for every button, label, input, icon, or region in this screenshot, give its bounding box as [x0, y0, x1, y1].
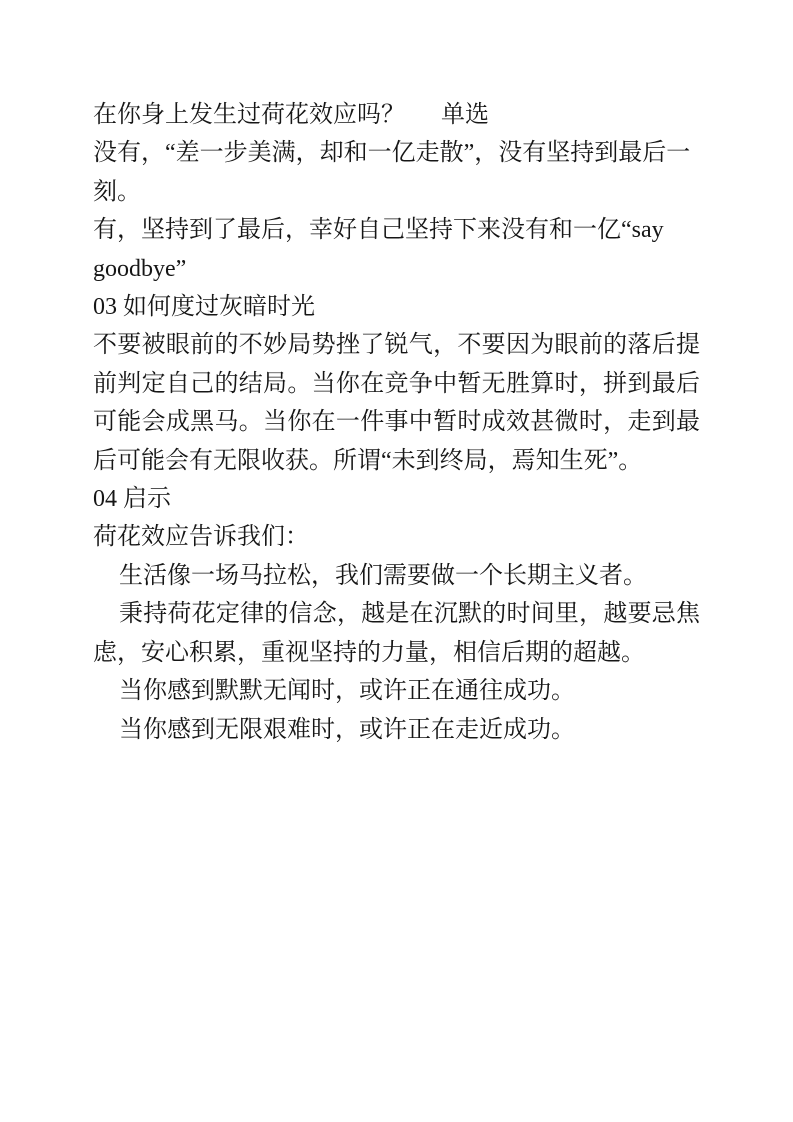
section-04-paragraph-hardship: 当你感到无限艰难时，或许正在走近成功。	[119, 716, 575, 743]
survey-option-no: 没有，“差一步美满，却和一亿走散”，没有坚持到最后一刻。	[93, 140, 691, 205]
section-03-body: 不要被眼前的不妙局势挫了锐气，不要因为眼前的落后提前判定自己的结局。当你在竞争中暂无胜算时，拼到最后可能会成黑马。当你在一件事中暂时成效甚微时，走到最后可能会有无限收获。所谓“未到终局，焉知生死”。	[93, 332, 700, 474]
survey-option-yes: 有，坚持到了最后，幸好自己坚持下来没有和一亿“say goodbye”	[93, 217, 664, 282]
survey-question-type: 单选	[441, 102, 489, 128]
survey-question-line	[93, 96, 700, 134]
section-04-subheading: 荷花效应告诉我们：	[93, 524, 309, 551]
section-04-paragraph-unknown: 当你感到默默无闻时，或许正在通往成功。	[119, 678, 575, 705]
survey-question-text: 在你身上发生过荷花效应吗？	[93, 102, 405, 128]
section-03-heading: 03 如何度过灰暗时光	[93, 294, 315, 321]
section-04-heading: 04 启示	[93, 486, 171, 513]
section-04-paragraph-belief: 秉持荷花定律的信念，越是在沉默的时间里，越要忌焦虑，安心积累，重视坚持的力量，相信后期的超越。	[93, 601, 700, 666]
section-04-paragraph-marathon: 生活像一场马拉松，我们需要做一个长期主义者。	[119, 562, 647, 589]
